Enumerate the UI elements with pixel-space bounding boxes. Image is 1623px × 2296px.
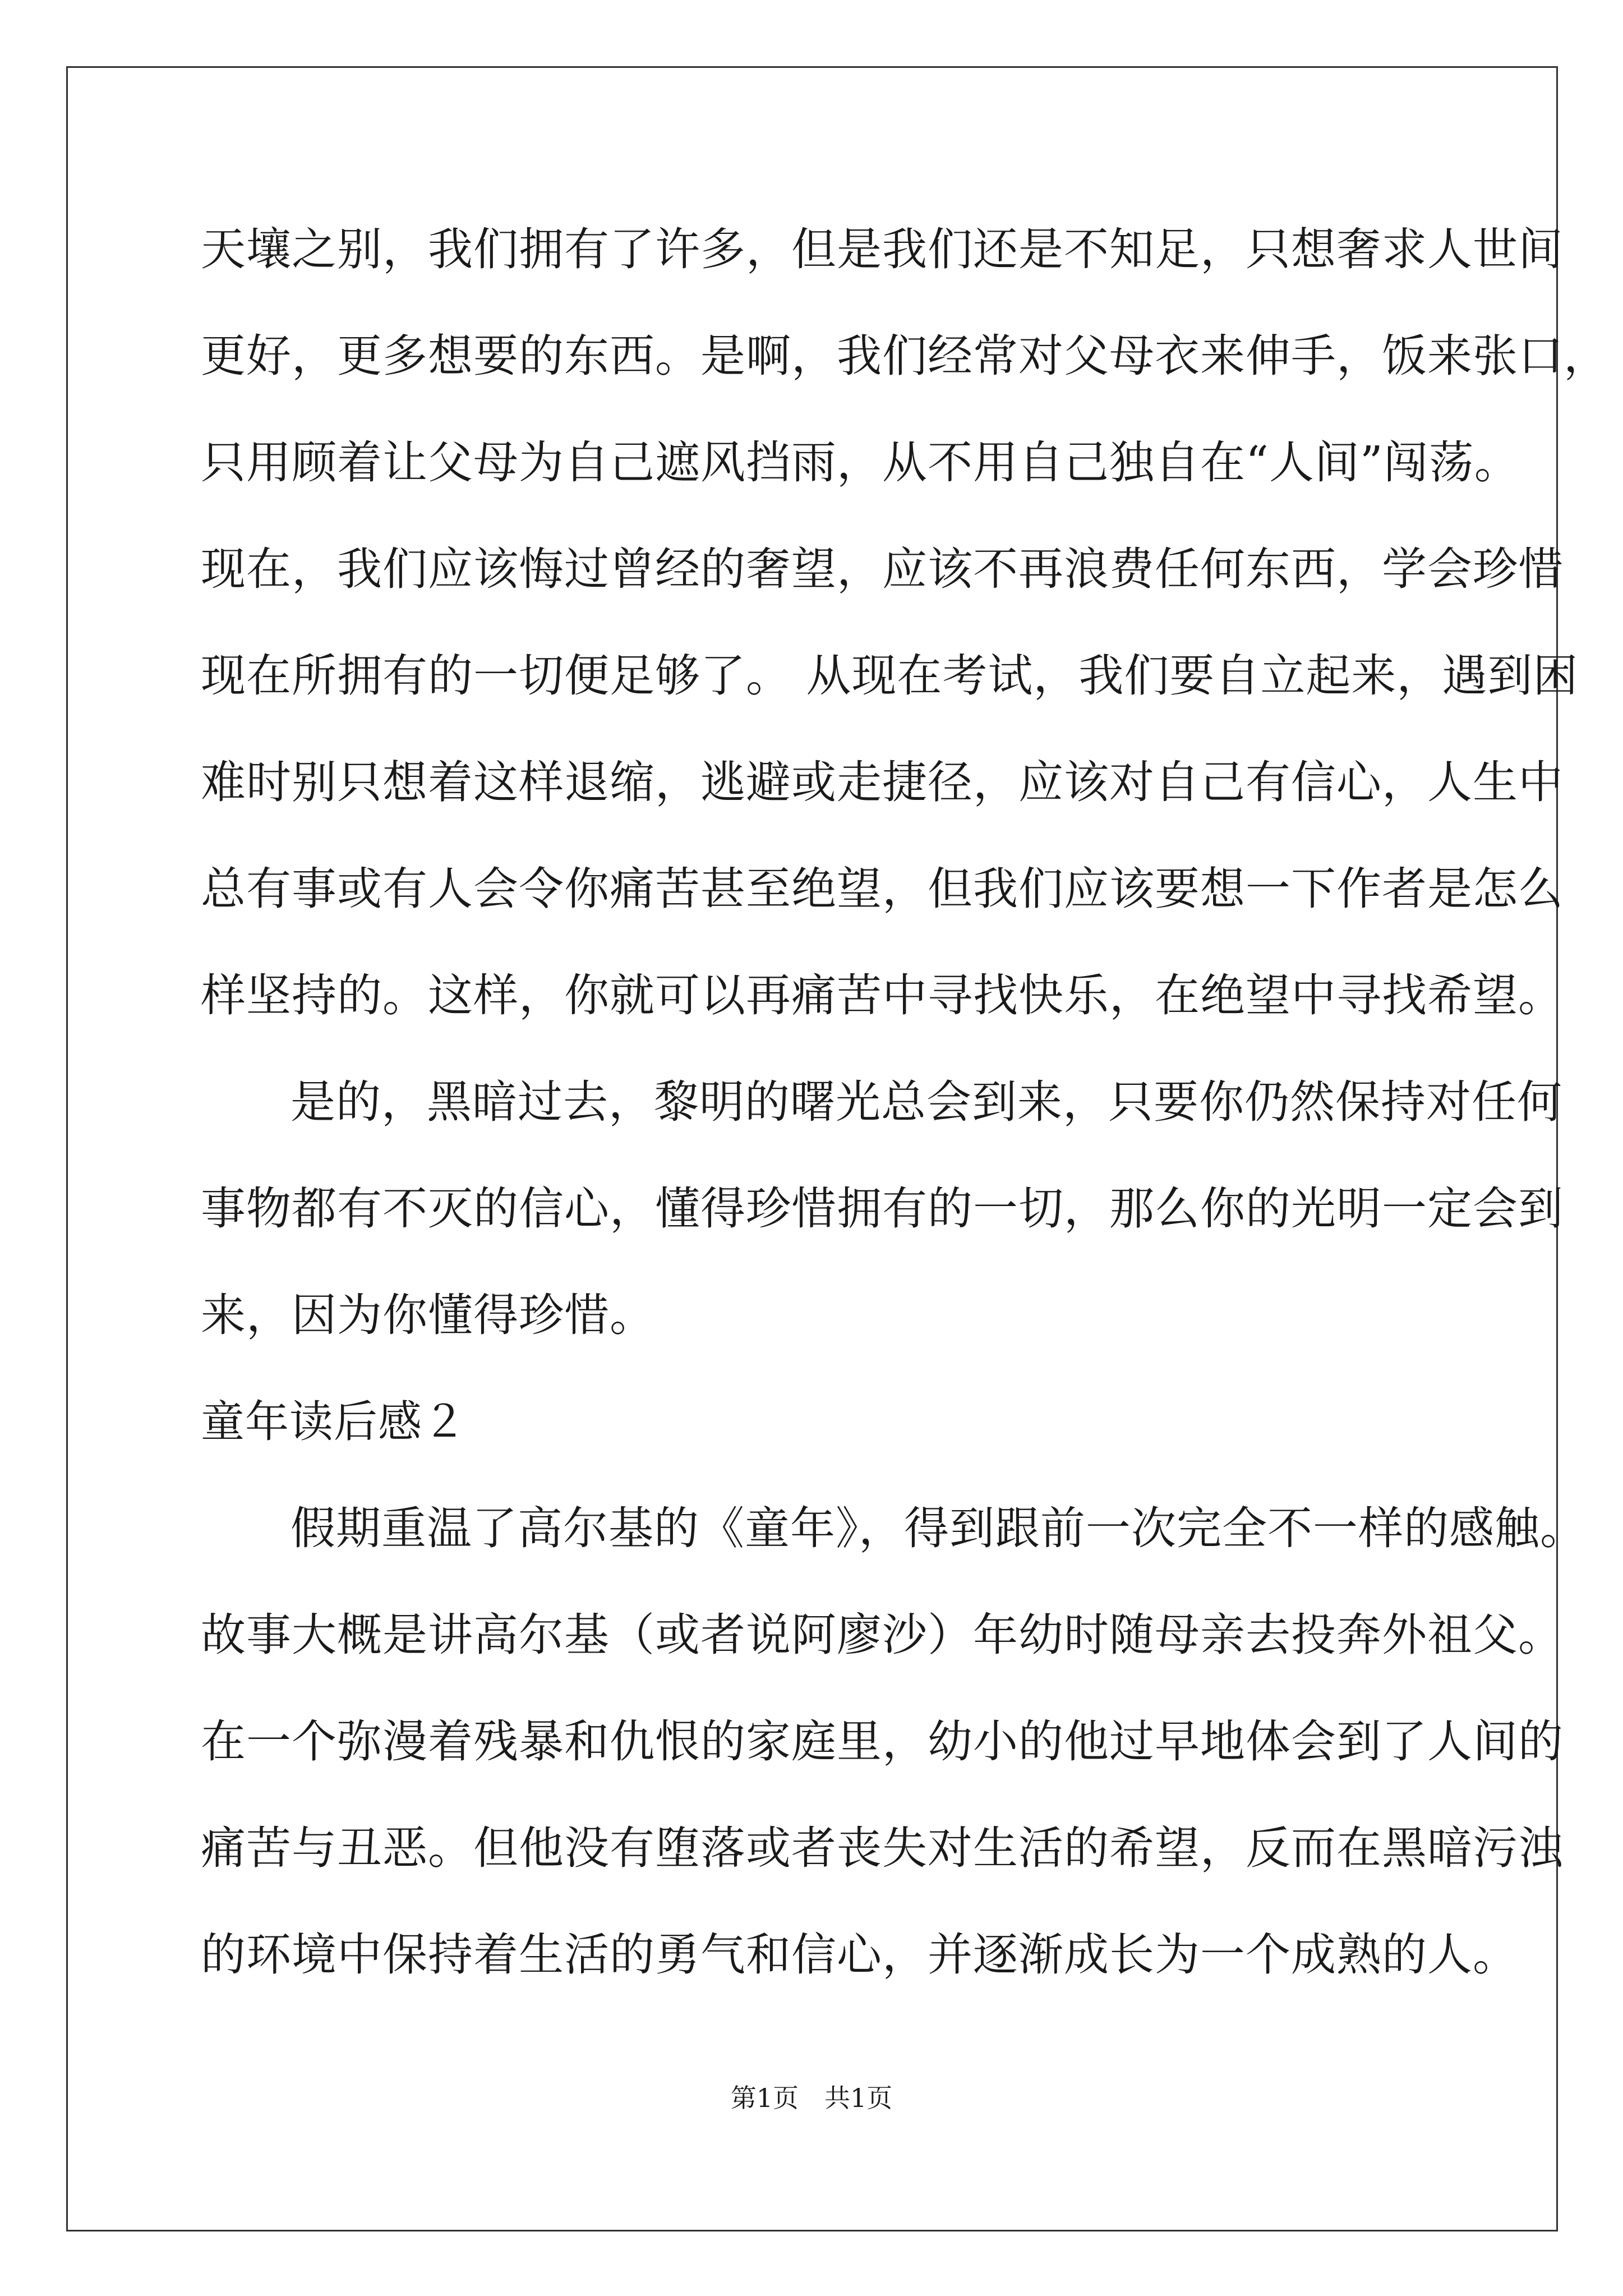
text-line: 样坚持的。这样，你就可以再痛苦中寻找快乐，在绝望中寻找希望。 <box>201 969 1564 1022</box>
text-line: 痛苦与丑恶。但他没有堕落或者丧失对生活的希望，反而在黑暗污浊 <box>201 1822 1564 1874</box>
text-line: 只用顾着让父母为自己遮风挡雨，从不用自己独自在“人间”闯荡。 <box>201 436 1520 489</box>
text-line: 总有事或有人会令你痛苦甚至绝望，但我们应该要想一下作者是怎么 <box>201 863 1564 915</box>
text-line: 难时别只想着这样退缩，逃避或走捷径，应该对自己有信心，人生中 <box>201 756 1564 808</box>
paragraph-start-line: 假期重温了高尔基的《童年》，得到跟前一次完全不一样的感触。 <box>291 1502 1585 1554</box>
paragraph-start-line: 是的，黑暗过去，黎明的曙光总会到来，只要你仍然保持对任何 <box>291 1076 1562 1128</box>
text-line: 的环境中保持着生活的勇气和信心，并逐渐成长为一个成熟的人。 <box>201 1929 1518 1981</box>
text-line: 更好，更多想要的东西。是啊，我们经常对父母衣来伸手，饭来张口， <box>201 330 1609 382</box>
section-heading: 童年读后感２ <box>201 1397 467 1447</box>
page-number-footer: 第1页 共1页 <box>730 2083 893 2113</box>
document-body <box>201 219 1609 2031</box>
text-line: 在一个弥漫着残暴和仇恨的家庭里，幼小的他过早地体会到了人间的 <box>201 1715 1564 1768</box>
text-line: 现在，我们应该悔过曾经的奢望，应该不再浪费任何东西，学会珍惜 <box>201 543 1564 595</box>
text-line: 来，因为你懂得珍惜。 <box>201 1289 655 1341</box>
text-line: 天壤之别，我们拥有了许多，但是我们还是不知足，只想奢求人世间 <box>201 223 1564 275</box>
text-line: 现在所拥有的一切便足够了。 从现在考试，我们要自立起来，遇到困 <box>201 650 1579 702</box>
text-line: 故事大概是讲高尔基（或者说阿廖沙）年幼时随母亲去投奔外祖父。 <box>201 1609 1564 1661</box>
text-line: 事物都有不灭的信心，懂得珍惜拥有的一切，那么你的光明一定会到 <box>201 1182 1564 1235</box>
